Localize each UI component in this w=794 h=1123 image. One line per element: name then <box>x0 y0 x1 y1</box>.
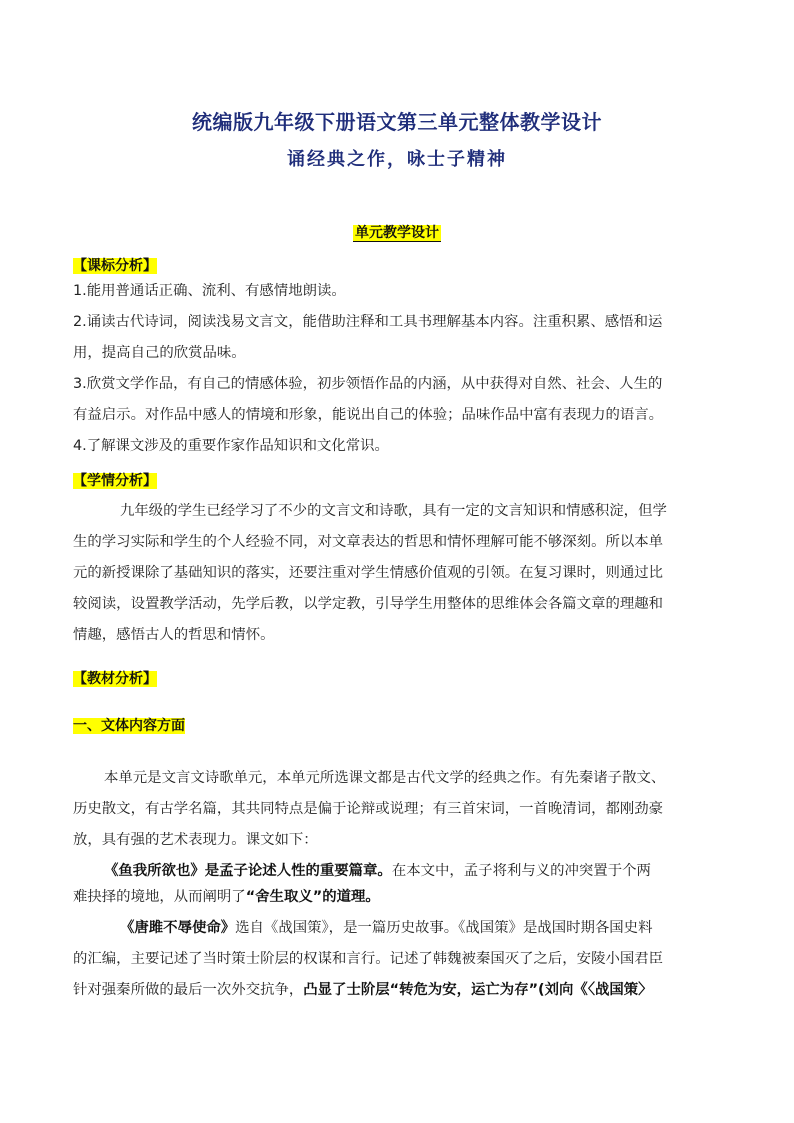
xueqing-tag-text: 【学情分析】 <box>73 473 157 489</box>
kebiao-line: 有益启示。对作品中感人的情境和形象，能说出自己的体验；品味作品中富有表现力的语言。 <box>73 407 664 423</box>
yuwo-line-1 <box>104 861 754 881</box>
wenti-subtag <box>73 715 185 735</box>
kebiao-tag-text: 【课标分析】 <box>73 258 157 274</box>
kebiao-line: 4.了解课文涉及的重要作家作品知识和文化常识。 <box>73 438 389 454</box>
document-subtitle: 诵经典之作，咏士子精神 <box>287 149 507 170</box>
kebiao-tag <box>73 255 157 275</box>
yuwo-text: 难抉择的境地，从而阐明了 <box>73 889 246 905</box>
tangju-line-1 <box>120 918 770 938</box>
jiaocai-intro-line: 放，具有强的艺术表现力。课文如下： <box>73 832 318 848</box>
tangju-text: 选自《战国策》，是一篇历史故事。《战国策》是战国时期各国史料 <box>235 920 653 936</box>
xueqing-tag <box>73 470 157 490</box>
wenti-subtag-text: 一、文体内容方面 <box>73 718 185 734</box>
xueqing-line: 九年级的学生已经学习了不少的文言文和诗歌，具有一定的文言知识和情感积淀，但学 <box>120 503 667 519</box>
xueqing-line: 生的学习实际和学生的个人经验不同，对文章表达的哲思和情怀理解可能不够深刻。所以本单 <box>73 534 664 550</box>
yuwo-text: 在本文中，孟子将利与义的冲突置于个两 <box>391 863 651 879</box>
tangju-bold-text: 《唐雎不辱使命》 <box>120 920 236 936</box>
section-title-text: 单元教学设计 <box>355 225 439 241</box>
jiaocai-intro-line: 历史散文，有古学名篇，其共同特点是偏于论辩或说理；有三首宋词，一首晚清词，都刚劲豪 <box>73 801 664 817</box>
yuwo-bold-text: 《鱼我所欲也》是孟子论述人性的重要篇章。 <box>104 863 392 879</box>
tangju-line-3 <box>73 980 723 1000</box>
tangju-text: 针对强秦所做的最后一次外交抗争， <box>73 982 304 998</box>
kebiao-line: 用，提高自己的欣赏品味。 <box>73 345 246 361</box>
xueqing-line: 较阅读，设置教学活动，先学后教，以学定教，引导学生用整体的思维体会各篇文章的理趣和 <box>73 596 664 612</box>
kebiao-line: 1.能用普通话正确、流利、有感情地朗读。 <box>73 283 346 299</box>
yuwo-bold-text: 的道理。 <box>322 889 380 905</box>
section-title <box>0 222 794 242</box>
yuwo-bold-text: “舍生取义” <box>245 889 323 905</box>
jiaocai-tag <box>73 668 157 688</box>
document-title: 统编版九年级下册语文第三单元整体教学设计 <box>192 110 602 134</box>
jiaocai-intro-line: 本单元是文言文诗歌单元，本单元所选课文都是古代文学的经典之作。有先秦诸子散文、 <box>104 770 666 786</box>
yuwo-line-2 <box>73 887 723 907</box>
tangju-line-2: 的汇编，主要记述了当时策士阶层的权谋和言行。记述了韩魏被秦国灭了之后，安陵小国君臣 <box>73 951 664 967</box>
jiaocai-tag-text: 【教材分析】 <box>73 671 157 687</box>
kebiao-line: 3.欣赏文学作品，有自己的情感体验，初步领悟作品的内涵，从中获得对自然、社会、人生的 <box>73 376 663 392</box>
xueqing-line: 情趣，感悟古人的哲思和情怀。 <box>73 627 275 643</box>
xueqing-line: 元的新授课除了基础知识的落实，还要注重对学生情感价值观的引领。在复习课时，则通过比 <box>73 565 664 581</box>
kebiao-line: 2.诵读古代诗词，阅读浅易文言文，能借助注释和工具书理解基本内容。注重积累、感悟和运 <box>73 314 663 330</box>
tangju-bold-text: 凸显了士阶层“转危为安，运亡为存”(刘向《〈战国策〉 <box>303 982 653 998</box>
